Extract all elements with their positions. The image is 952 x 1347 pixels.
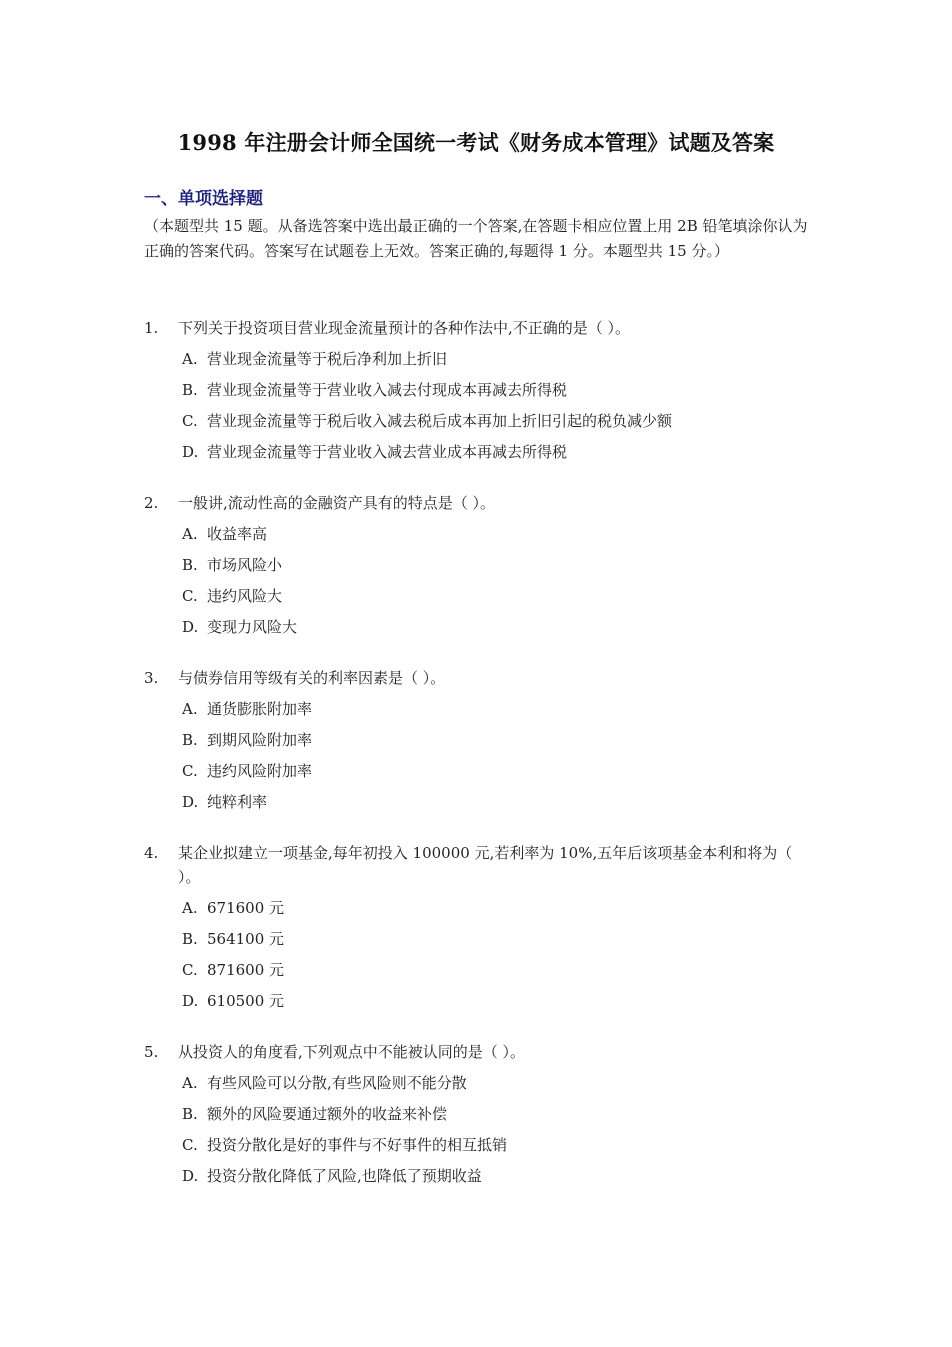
option-text: 投资分散化降低了风险,也降低了预期收益 [207,1167,482,1185]
option-text: 营业现金流量等于营业收入减去付现成本再减去所得税 [207,381,568,399]
question-1 [144,316,824,471]
option-text: 纯粹利率 [207,793,268,811]
option-letter: B. [182,381,198,399]
option-letter: C. [182,412,198,430]
option-letter: D. [182,793,199,811]
option-letter: A. [182,350,198,368]
option-a [182,522,824,546]
question-text: 某企业拟建立一项基金,每年初投入 100000 元,若利率为 10%,五年后该项基金本利和将为（ ）。 [178,844,793,886]
option-letter: C. [182,762,198,780]
option-letter: A. [182,525,198,543]
question-number: 2. [144,494,159,512]
option-text: 营业现金流量等于税后净利加上折旧 [207,350,448,368]
option-b [182,378,824,402]
option-c [182,1133,824,1157]
option-text: 市场风险小 [207,556,283,574]
option-a [182,896,824,920]
question-2 [144,491,824,646]
question-text: 从投资人的角度看,下列观点中不能被认同的是（ ）。 [178,1043,526,1061]
section-instructions: （本题型共 15 题。从备选答案中选出最正确的一个答案,在答题卡相应位置上用 2B 铅笔填涂你认为正确的答案代码。答案写在试题卷上无效。答案正确的,每题得 1 分。本题型共 15 分。） [144,217,808,260]
option-d [182,615,824,639]
document-title: 1998 年注册会计师全国统一考试《财务成本管理》试题及答案 [177,130,775,155]
option-b [182,927,824,951]
option-d [182,440,824,464]
option-letter: B. [182,930,198,948]
option-a [182,697,824,721]
option-c [182,958,824,982]
option-text: 违约风险附加率 [207,762,313,780]
option-letter: B. [182,731,198,749]
option-text: 564100 元 [207,930,285,948]
option-letter: B. [182,556,198,574]
option-text: 收益率高 [207,525,268,543]
option-text: 投资分散化是好的事件与不好事件的相互抵销 [207,1136,508,1154]
option-letter: D. [182,618,199,636]
question-number: 4. [144,844,159,862]
option-text: 营业现金流量等于税后收入减去税后成本再加上折旧引起的税负减少额 [207,412,673,430]
question-text: 一般讲,流动性高的金融资产具有的特点是（ ）。 [178,494,496,512]
option-letter: C. [182,961,198,979]
option-letter: D. [182,1167,199,1185]
option-d [182,1164,824,1188]
option-text: 变现力风险大 [207,618,298,636]
option-c [182,759,824,783]
option-letter: C. [182,587,198,605]
option-text: 通货膨胀附加率 [207,700,313,718]
question-text: 下列关于投资项目营业现金流量预计的各种作法中,不正确的是（ ）。 [178,319,631,337]
option-b [182,728,824,752]
question-number: 5. [144,1043,159,1061]
option-text: 有些风险可以分散,有些风险则不能分散 [207,1074,467,1092]
option-letter: D. [182,443,199,461]
question-number: 3. [144,669,159,687]
option-d [182,989,824,1013]
option-c [182,409,824,433]
option-a [182,1071,824,1095]
option-c [182,584,824,608]
question-4 [144,841,824,1020]
option-b [182,1102,824,1126]
option-letter: A. [182,1074,198,1092]
option-text: 到期风险附加率 [207,731,313,749]
option-a [182,347,824,371]
option-letter: A. [182,700,198,718]
question-text: 与债券信用等级有关的利率因素是（ ）。 [178,669,446,687]
question-5 [144,1040,824,1195]
option-letter: A. [182,899,198,917]
option-text: 610500 元 [207,992,285,1010]
option-letter: B. [182,1105,198,1123]
option-text: 营业现金流量等于营业收入减去营业成本再减去所得税 [207,443,568,461]
option-b [182,553,824,577]
question-3 [144,666,824,821]
option-text: 671600 元 [207,899,285,917]
question-number: 1. [144,319,159,337]
option-letter: D. [182,992,199,1010]
section-heading: 一、单项选择题 [144,189,263,209]
option-text: 额外的风险要通过额外的收益来补偿 [207,1105,448,1123]
option-letter: C. [182,1136,198,1154]
option-d [182,790,824,814]
option-text: 违约风险大 [207,587,283,605]
option-text: 871600 元 [207,961,285,979]
